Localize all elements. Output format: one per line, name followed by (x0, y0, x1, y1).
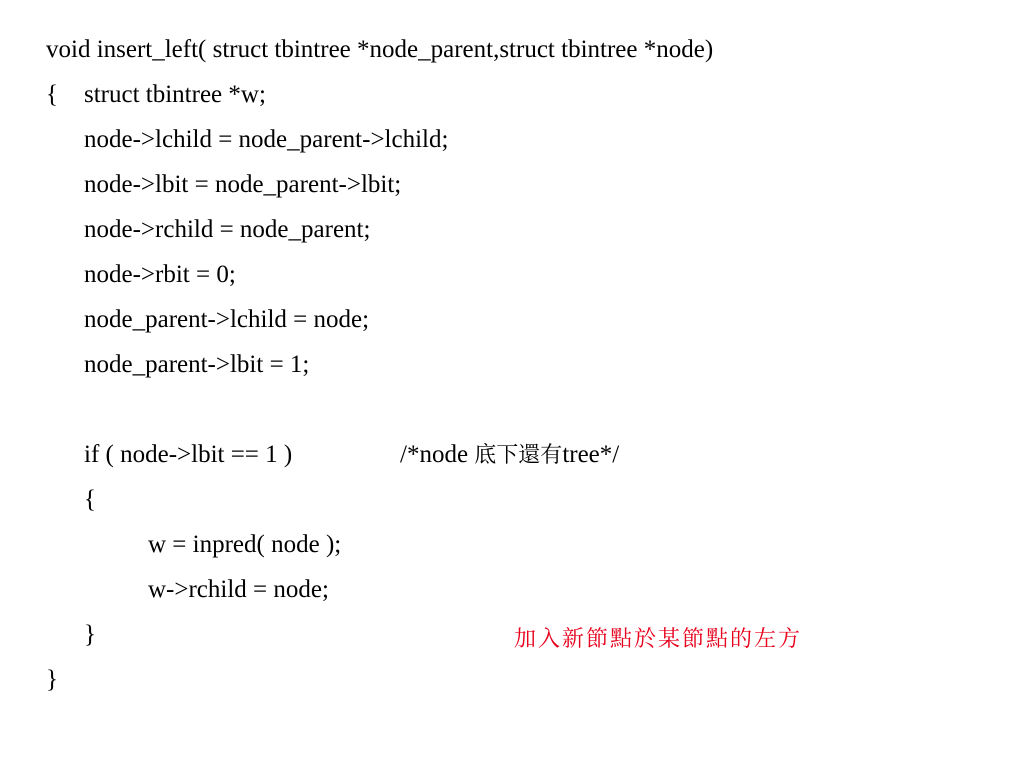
code-line-3: node->lchild = node_parent->lchild; (84, 126, 449, 153)
code-comment (400, 440, 619, 471)
code-line-8: node_parent->lbit = 1; (84, 351, 310, 378)
code-line-5: node->rchild = node_parent; (84, 216, 371, 243)
annotation-note: 加入新節點於某節點的左方 (514, 627, 803, 652)
code-if-open-brace: { (84, 486, 96, 513)
comment-cjk: 底下還有 (474, 443, 563, 468)
code-if-condition: if ( node->lbit == 1 ) (84, 441, 293, 468)
code-line-7: node_parent->lchild = node; (84, 306, 370, 333)
comment-close: tree*/ (562, 441, 620, 468)
code-line-signature: void insert_left( struct tbintree *node_parent,struct tbintree *node) (46, 36, 714, 63)
code-open-brace: { (46, 81, 58, 108)
code-if-close-brace: } (84, 621, 96, 648)
code-line-declaration: struct tbintree *w; (84, 81, 266, 108)
code-inner-line-2: w->rchild = node; (148, 576, 329, 603)
code-inner-line-1: w = inpred( node ); (148, 531, 342, 558)
code-function-close-brace: } (46, 666, 58, 693)
code-line-4: node->lbit = node_parent->lbit; (84, 171, 402, 198)
comment-open: /*node (400, 441, 475, 468)
code-line-6: node->rbit = 0; (84, 261, 236, 288)
